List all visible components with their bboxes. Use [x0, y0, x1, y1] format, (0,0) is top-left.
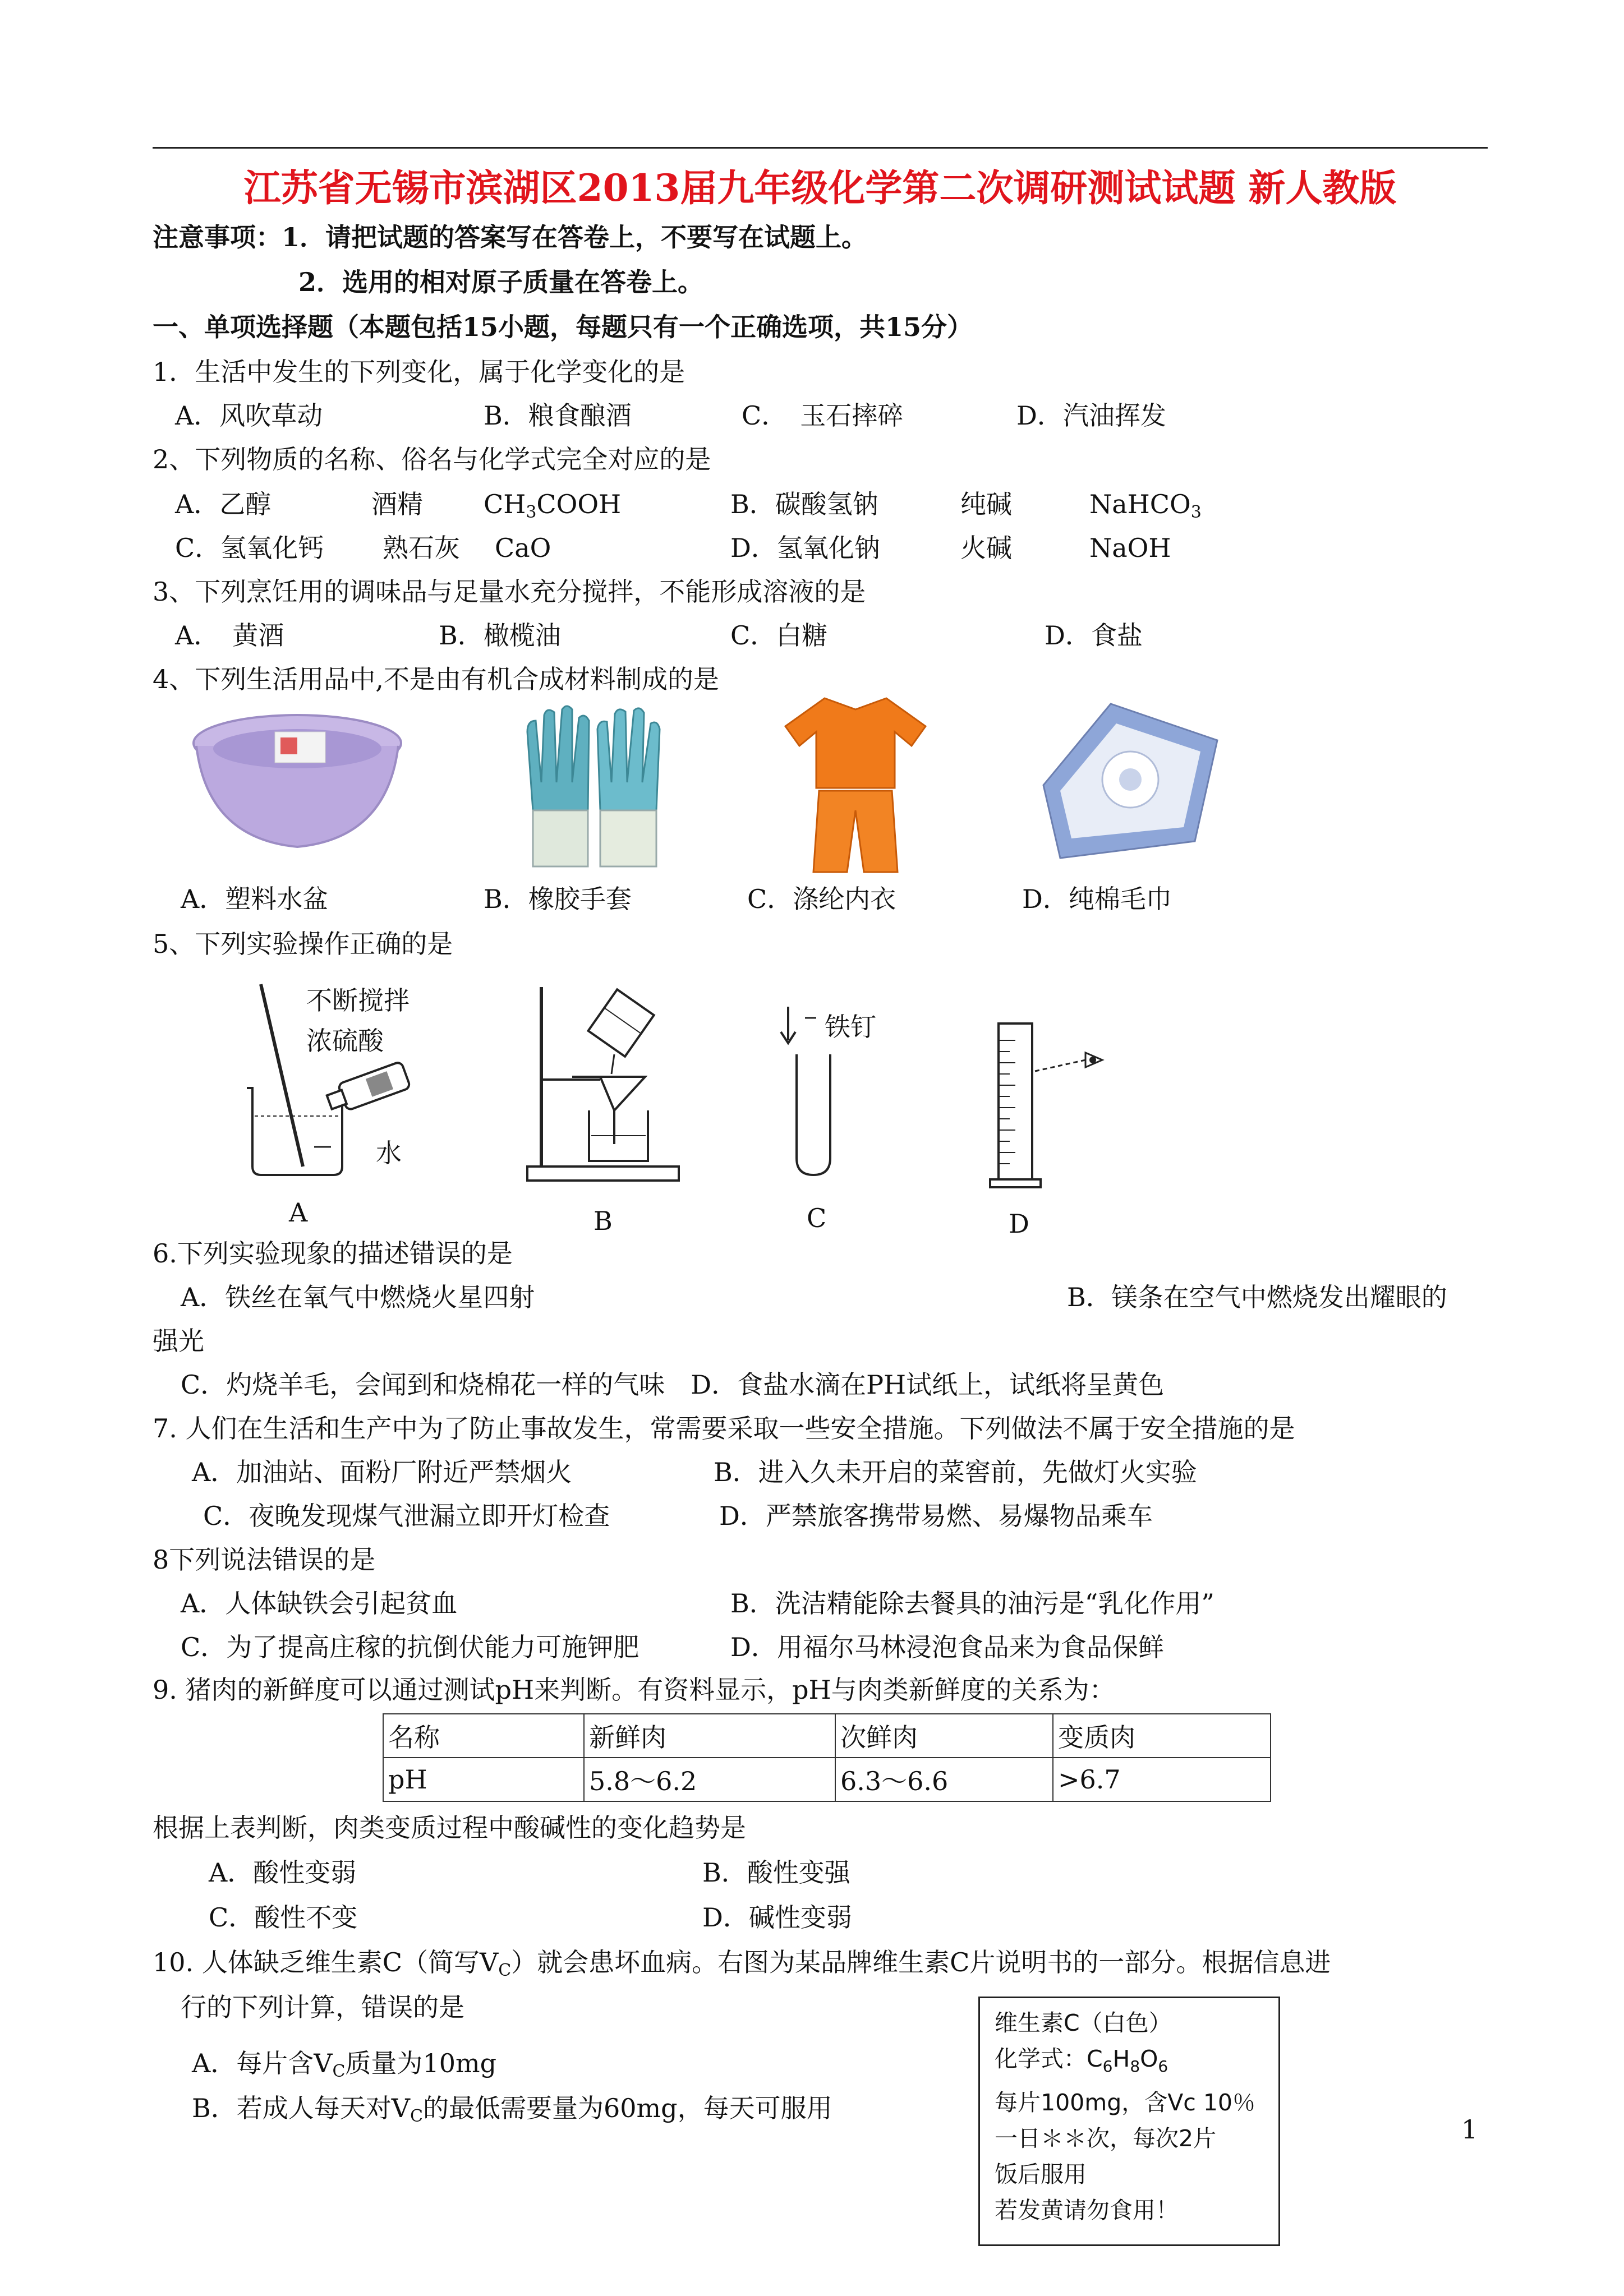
option-c-label: C — [807, 1203, 827, 1233]
q8-option-c: C．为了提高庄稼的抗倒伏能力可施钾肥 — [181, 1632, 640, 1662]
vc-formula-line: 化学式：$C_6H_8O_6$ — [995, 2045, 1168, 2076]
q9-option-d: D．碱性变弱 — [702, 1902, 852, 1933]
cotton-towel-image — [1027, 695, 1229, 869]
label-water: 水 — [376, 1138, 402, 1168]
q3-option-a: A． 黄酒 — [175, 620, 284, 651]
q7-option-c: C．夜晚发现煤气泄漏立即开灯检查 — [203, 1501, 610, 1531]
q2-d-formula: NaOH — [1089, 533, 1171, 563]
label-iron-nail: 铁钉 — [825, 1012, 876, 1042]
table-cell: pH — [383, 1758, 584, 1801]
q3-option-c: C．白糖 — [730, 620, 828, 651]
q6-option-a: A．铁丝在氧气中燃烧火星四射 — [181, 1282, 535, 1312]
q5-stem: 5、下列实验操作正确的是 — [153, 929, 453, 959]
q4-option-d: D．纯棉毛巾 — [1022, 884, 1172, 914]
vc-title: 维生素C（白色） — [995, 2009, 1172, 2036]
q6-option-b: B．镁条在空气中燃烧发出耀眼的 — [1067, 1282, 1447, 1312]
table-cell: 次鲜肉 — [835, 1714, 1053, 1758]
filtration-diagram — [516, 976, 690, 1189]
notice-line-2: 2．选用的相对原子质量在答卷上。 — [298, 267, 704, 297]
q4-option-a: A．塑料水盆 — [181, 884, 329, 914]
q3-option-b: B．橄榄油 — [439, 620, 561, 651]
q10-option-a: A．每片含$V_C$质量为10mg — [192, 2048, 497, 2081]
table-row — [383, 1758, 1271, 1801]
vc-content: 每片100mg，含Vc 10％ — [995, 2089, 1256, 2117]
vitamin-c-label-box — [978, 1997, 1280, 2246]
rubber-gloves-image — [516, 698, 684, 878]
q2-a-common: 酒精 — [371, 489, 423, 519]
q2-a-formula: $CH_3COOH$ — [484, 489, 622, 522]
q8-option-b: B．洗洁精能除去餐具的油污是“乳化作用” — [730, 1588, 1214, 1619]
q7-option-b: B．进入久未开启的菜窖前，先做灯火实验 — [714, 1457, 1197, 1487]
option-a-label: A — [289, 1197, 308, 1228]
label-stirring: 不断搅拌 — [306, 985, 410, 1016]
section-heading: 一、单项选择题（本题包括15小题，每题只有一个正确选项，共15分） — [153, 312, 973, 342]
q10-option-b: B．若成人每天对$V_C$的最低需要量为60mg，每天可服用 — [192, 2093, 832, 2126]
q6-options-c-d: C．灼烧羊毛，会闻到和烧棉花一样的气味 D．食盐水滴在PH试纸上，试纸将呈黄色 — [181, 1370, 1165, 1400]
table-cell: 6.3～6.6 — [835, 1758, 1053, 1801]
q6-option-b-continued: 强光 — [153, 1326, 204, 1356]
table-cell: 名称 — [383, 1714, 584, 1758]
option-b-label: B — [594, 1206, 613, 1236]
q9-follow-up: 根据上表判断，肉类变质过程中酸碱性的变化趋势是 — [153, 1813, 746, 1843]
q9-stem: 9. 猪肉的新鲜度可以通过测试pH来判断。有资料显示，pH与肉类新鲜度的关系为： — [153, 1675, 1115, 1705]
q4-option-b: B．橡胶手套 — [484, 884, 632, 914]
q2-d-name: D．氢氧化钠 — [730, 533, 880, 563]
vc-warning: 若发黄请勿食用！ — [995, 2197, 1179, 2224]
q7-option-a: A．加油站、面粉厂附近严禁烟火 — [192, 1457, 572, 1487]
q7-option-d: D．严禁旅客携带易燃、易爆物品乘车 — [719, 1501, 1153, 1531]
q8-option-d: D．用福尔马林浸泡食品来为食品保鲜 — [730, 1632, 1164, 1662]
table-cell: 变质肉 — [1053, 1714, 1271, 1758]
q2-a-name: A．乙醇 — [175, 489, 272, 519]
q6-stem: 6.下列实验现象的描述错误的是 — [153, 1238, 513, 1269]
q2-d-common: 火碱 — [960, 533, 1012, 563]
q2-b-common: 纯碱 — [960, 489, 1012, 519]
ph-freshness-table — [383, 1713, 1271, 1802]
q9-option-c: C．酸性不变 — [209, 1902, 358, 1933]
polyester-underwear-image — [780, 693, 931, 878]
vc-formula: $C_6H_8O_6$ — [1087, 2045, 1168, 2076]
vc-usage: 饭后服用 — [995, 2161, 1087, 2188]
q2-c-formula: CaO — [495, 533, 551, 563]
q4-stem: 4、下列生活用品中,不是由有机合成材料制成的是 — [153, 664, 719, 694]
q2-b-formula: NaHCO$_3$ — [1089, 489, 1202, 522]
q1-option-a: A．风吹草动 — [175, 400, 323, 431]
table-cell: 5.8～6.2 — [584, 1758, 835, 1801]
q3-option-d: D．食盐 — [1045, 620, 1143, 651]
label-concentrated-acid: 浓硫酸 — [306, 1026, 384, 1056]
q10-stem-continued: 行的下列计算，错误的是 — [181, 1992, 464, 2022]
q3-stem: 3、下列烹饪用的调味品与足量水充分搅拌，不能形成溶液的是 — [153, 577, 866, 607]
q8-option-a: A．人体缺铁会引起贫血 — [181, 1588, 458, 1619]
option-d-label: D — [1009, 1209, 1029, 1239]
q8-stem: 8下列说法错误的是 — [153, 1545, 376, 1575]
graduated-cylinder-diagram — [987, 1018, 1122, 1192]
q2-stem: 2、下列物质的名称、俗名与化学式完全对应的是 — [153, 444, 711, 474]
q1-option-d: D．汽油挥发 — [1016, 400, 1166, 431]
header-rule — [153, 147, 1488, 149]
table-cell: 新鲜肉 — [584, 1714, 835, 1758]
q10-stem: 10. 人体缺乏维生素C（简写$V_C$）就会患坏血病。右图为某品牌维生素C片说明书的一部分。根据信息进 — [153, 1947, 1331, 1980]
q1-option-b: B．粮食酿酒 — [484, 400, 632, 431]
q2-c-name: C．氢氧化钙 — [175, 533, 324, 563]
table-header-row — [383, 1714, 1271, 1758]
page-title: 江苏省无锡市滨湖区2013届九年级化学第二次调研测试试题 新人教版 — [243, 166, 1397, 210]
table-cell: >6.7 — [1053, 1758, 1271, 1801]
notice-line-1: 注意事项：1．请把试题的答案写在答卷上，不要写在试题上。 — [153, 222, 868, 252]
q1-stem: 1．生活中发生的下列变化，属于化学变化的是 — [153, 357, 686, 387]
vc-dosage: 一日＊＊次，每次2片 — [995, 2125, 1217, 2152]
q2-b-name: B．碳酸氢钠 — [730, 489, 878, 519]
q9-option-b: B．酸性变强 — [702, 1857, 850, 1888]
q4-option-c: C．涤纶内衣 — [747, 884, 896, 914]
q2-c-common: 熟石灰 — [383, 533, 460, 563]
page-number: 1 — [1461, 2114, 1478, 2145]
q7-stem: 7. 人们在生活和生产中为了防止事故发生，常需要采取一些安全措施。下列做法不属于安全措施的是 — [153, 1413, 1295, 1444]
q9-option-a: A．酸性变弱 — [209, 1857, 357, 1888]
q1-option-c: C． 玉石摔碎 — [742, 400, 904, 431]
plastic-basin-image — [185, 709, 410, 872]
